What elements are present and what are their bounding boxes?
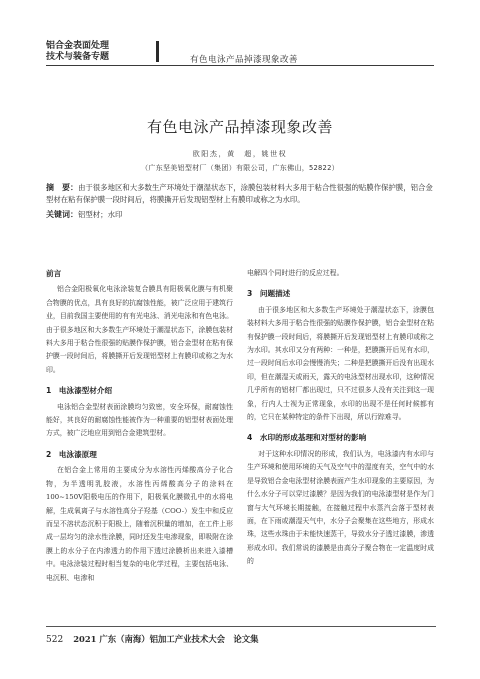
footer-rule bbox=[46, 626, 436, 627]
article-affiliation: （广东坚美铝型材厂（集团）有限公司，广东佛山，52822） bbox=[141, 164, 339, 172]
section-heading: 2 电泳漆原理 bbox=[46, 449, 97, 459]
journal-column-label bbox=[46, 41, 109, 63]
section-heading: 4 水印的形成基理和对型材的影响 bbox=[247, 433, 367, 443]
abstract-text: 由于很多地区和大多数生产环境处于潮湿状态下，涂膜包装材料大多用于粘合性很强的贴膜作保护膜，铝合金型材在粘有保护膜一段时间后，将膜撕开后发现铝型材上有膜印或称之为水印。 bbox=[46, 183, 433, 204]
article-authors: 欧阳杰，黄 超，姚世权 bbox=[192, 150, 288, 158]
page-number: 522 bbox=[46, 635, 64, 645]
footer bbox=[46, 633, 259, 645]
keywords-text: 铝型材；水印 bbox=[78, 210, 123, 219]
section-heading: 前言 bbox=[46, 269, 62, 278]
journal-label-line1: 铝合金表面处理 bbox=[46, 41, 110, 51]
conference-name: 2021 广东（南海）铝加工产业技术大会 论文集 bbox=[73, 634, 259, 644]
running-title: 有色电泳产品掉漆现象改善 bbox=[190, 55, 298, 65]
abstract bbox=[46, 182, 436, 206]
body-paragraph: 对于这种水印情况的形成，我们认为，电泳漆内有水印与生产环境和使用环境的天气及空气中的湿度有关，空气中的水是导致铝合金电泳型材涂膜表面产生水印现象的主要原因，为什么水分子可以穿过漆膜？是因为我们的电泳漆型材是作为门窗与大气环境长期接触，在接触过程中水蒸汽会落于型材表面，在下雨或潮湿天气中，水分子会聚集在这些地方，形成水珠，这些水珠由于未能快速蒸干，导致水分子透过漆膜，渗透形成水印。我们常说的漆膜是由高分子聚合物在一定温度时成的 bbox=[247, 449, 434, 566]
right-column bbox=[247, 267, 434, 569]
left-column bbox=[46, 267, 233, 585]
header-divider-bar bbox=[156, 41, 159, 62]
section-heading: 3 问题描述 bbox=[247, 289, 291, 299]
body-paragraph: 电泳铝合金型材表面涂膜均匀致密，安全环保，耐腐蚀性能好，其良好的耐腐蚀性能被作为一种重要的铝型材表面处理方式，被广泛地应用到铝合金建筑型材。 bbox=[46, 402, 233, 438]
section-heading: 1 电泳漆型材介绍 bbox=[46, 386, 113, 396]
body-paragraph: 由于很多地区和大多数生产环境处于潮湿状态下，涂膜包装材料大多用于粘合性很强的贴膜作保护膜，铝合金型材在粘有保护膜一段时间后，将膜撕开后发现铝型材上有膜印或称之为水印。其水印又分有两种：一种是，把膜撕开后见有水印，过一段时间后水印会慢慢消失；二种是把膜撕开后没有出现水印，但在潮湿天或雨天，露天的电泳型材出现水印，这种情况几乎所有的铝材厂都出现过，只不过很多人没有关注到这一现象，行内人士视为正常现象，水印的出现不是任何时候都有的，它只在某种特定的条件下出现，所以行踪难寻。 bbox=[247, 305, 434, 422]
keywords bbox=[46, 209, 122, 220]
abstract-label: 摘 要： bbox=[46, 183, 78, 192]
body-paragraph: 在铝合金上常用的主要成分为水溶性丙烯酸高分子化合物，为半透明乳胶液，水溶性丙烯酸高分子的涂料在100~150V阳极电压的作用下，阳极氧化膜微孔中的水将电解，生成氧离子与水溶性高分子羟基（COO-）发生中和反应而呈不溶状态沉积于阳极上，随着沉积量的增加，在工件上形成一层均匀的涂水性涂膜，同时还发生电渗现象，即吸附在涂膜上的水分子在内渗透力的作用下透过涂膜析出来进入漆槽中。电泳涂装过程时相当复杂的电化学过程，主要包括电泳、电沉积、电渗和 bbox=[46, 466, 233, 582]
keywords-label: 关键词： bbox=[46, 210, 78, 219]
journal-label-line2: 技术与装备专题 bbox=[46, 52, 110, 62]
article-title: 有色电泳产品掉漆现象改善 bbox=[146, 118, 333, 136]
header-rule bbox=[46, 65, 434, 66]
body-paragraph: 电解四个同时进行的反应过程。 bbox=[247, 269, 344, 277]
body-paragraph: 铝合金阳极氧化电泳涂装复合膜具有阳极氧化膜与有机聚合物膜的优点，具有良好的抗腐蚀性能，被广泛应用于建筑行业，目前我国主要使用的有有光电泳、消光电泳和有色电泳。由于很多地区和大多数生产环境处于潮湿状态下，涂膜包装材料大多用于粘合性很强的贴膜作保护膜，铝合金型材在粘有保护膜一段时间后，将膜撕开后发现铝型材上有膜印或称之为水印。 bbox=[46, 285, 233, 374]
